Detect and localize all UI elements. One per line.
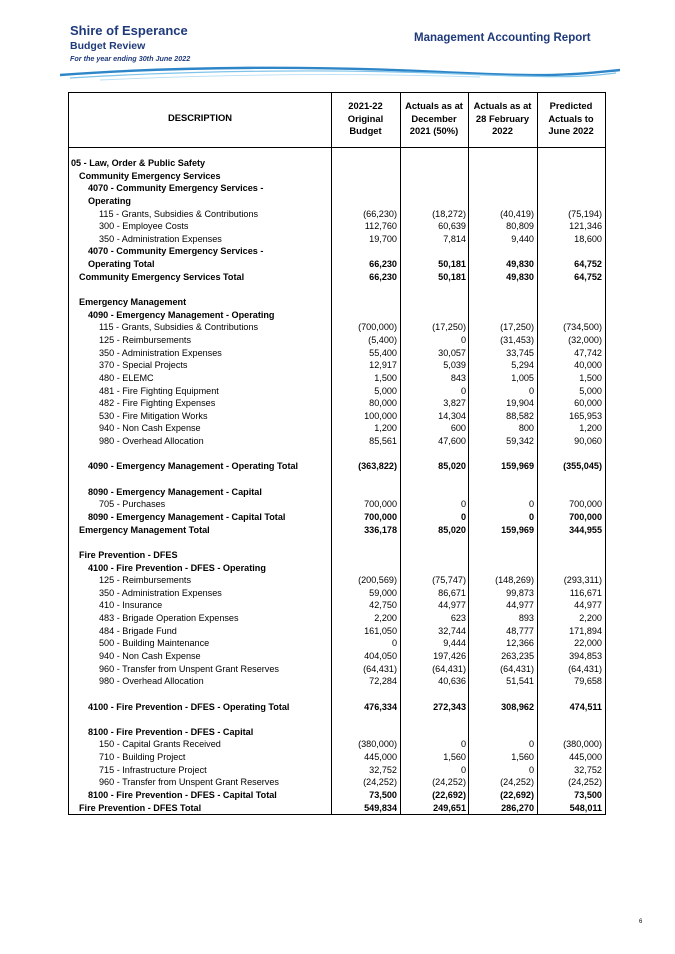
header-divider — [69, 147, 605, 148]
table-row — [69, 220, 605, 233]
table-row — [69, 245, 605, 258]
cell-actuals-december: (24,252) — [432, 777, 466, 788]
cell-actuals-february: 0 — [528, 764, 534, 775]
table-row — [69, 296, 605, 309]
table-row — [69, 233, 605, 246]
table-row — [69, 385, 605, 398]
cell-actuals-december: 5,039 — [443, 360, 466, 371]
row-description: 483 - Brigade Operation Expenses — [99, 613, 239, 624]
cell-actuals-february: (31,453) — [500, 334, 534, 345]
row-description: 05 - Law, Order & Public Safety — [71, 158, 206, 168]
cell-original-budget: 549,834 — [364, 802, 397, 813]
cell-actuals-december: 249,651 — [433, 802, 466, 813]
cell-predicted-actuals: 90,060 — [574, 436, 602, 447]
cell-actuals-december: (17,250) — [432, 322, 466, 333]
row-description: 4070 - Community Emergency Services - — [88, 246, 264, 257]
cell-actuals-december: 50,181 — [438, 259, 466, 270]
cell-actuals-february: 308,962 — [501, 701, 534, 712]
cell-predicted-actuals: 5,000 — [579, 385, 602, 396]
cell-predicted-actuals: 548,011 — [569, 802, 602, 813]
table-row — [69, 486, 605, 499]
cell-original-budget: 72,284 — [369, 676, 397, 687]
column-header-actuals-december: Actuals as at December 2021 (50%) — [405, 100, 463, 136]
cell-actuals-february: 159,969 — [501, 524, 534, 535]
cell-actuals-february: 44,977 — [506, 600, 534, 611]
cell-actuals-february: 88,582 — [506, 410, 534, 421]
table-row — [69, 738, 605, 751]
cell-actuals-december: 50,181 — [438, 271, 466, 282]
table-row — [69, 397, 605, 410]
row-description: 960 - Transfer from Unspent Grant Reserves — [99, 663, 279, 674]
table-row — [69, 195, 605, 208]
cell-actuals-february: (40,419) — [500, 208, 534, 219]
cell-actuals-february: 33,745 — [506, 347, 534, 358]
cell-actuals-december: (22,692) — [432, 790, 466, 801]
cell-actuals-february: 800 — [518, 423, 534, 434]
table-row — [69, 587, 605, 600]
cell-original-budget: 66,230 — [369, 271, 397, 282]
column-header-actuals-february: Actuals as at 28 February 2022 — [473, 100, 532, 136]
cell-predicted-actuals: 64,752 — [574, 259, 602, 270]
row-description: 115 - Grants, Subsidies & Contributions — [99, 322, 259, 333]
cell-actuals-december: 60,639 — [438, 221, 466, 232]
cell-actuals-february: (24,252) — [500, 777, 534, 788]
cell-actuals-february: 99,873 — [506, 587, 534, 598]
cell-actuals-december: 0 — [460, 739, 466, 750]
cell-original-budget: 404,050 — [364, 650, 397, 661]
cell-actuals-february: 0 — [528, 499, 534, 510]
cell-actuals-december: (75,747) — [432, 575, 466, 586]
row-description: 500 - Building Maintenance — [99, 638, 210, 649]
table-row — [69, 157, 605, 170]
cell-actuals-february: 48,777 — [506, 625, 534, 636]
row-description: 8090 - Emergency Management - Capital Total — [88, 511, 286, 522]
cell-actuals-december: 0 — [460, 764, 466, 775]
table-row — [69, 524, 605, 537]
cell-actuals-december: 3,827 — [443, 398, 466, 409]
table-row — [69, 675, 605, 688]
cell-predicted-actuals: 1,500 — [579, 372, 602, 383]
column-header-original-budget: 2021-22 Original Budget — [347, 100, 384, 136]
table-row — [69, 599, 605, 612]
cell-original-budget: 80,000 — [369, 398, 397, 409]
row-description: 150 - Capital Grants Received — [99, 739, 221, 750]
cell-predicted-actuals: 700,000 — [569, 511, 602, 522]
cell-predicted-actuals: 60,000 — [574, 398, 602, 409]
header-wave-decoration — [60, 64, 620, 82]
cell-original-budget: 112,760 — [364, 221, 397, 232]
page-number: 6 — [639, 919, 643, 925]
cell-original-budget: 85,561 — [369, 436, 397, 447]
row-description: Fire Prevention - DFES — [79, 549, 178, 560]
row-description: 960 - Transfer from Unspent Grant Reserves — [99, 777, 279, 788]
cell-original-budget: 42,750 — [369, 600, 397, 611]
row-description: 350 - Administration Expenses — [99, 587, 222, 598]
table-row — [69, 473, 605, 486]
cell-actuals-december: 85,020 — [438, 524, 466, 535]
row-description: 4090 - Emergency Management - Operating Total — [88, 461, 299, 472]
cell-actuals-february: 1,005 — [511, 372, 534, 383]
cell-predicted-actuals: 22,000 — [574, 638, 602, 649]
cell-actuals-february: 51,541 — [506, 676, 534, 687]
row-description: 940 - Non Cash Expense — [99, 650, 201, 661]
cell-predicted-actuals: 64,752 — [574, 271, 602, 282]
cell-predicted-actuals: 445,000 — [569, 752, 602, 763]
report-period: For the year ending 30th June 2022 — [70, 54, 191, 63]
row-description: 4100 - Fire Prevention - DFES - Operating Total — [88, 701, 290, 712]
cell-original-budget: (5,400) — [368, 334, 397, 345]
cell-actuals-february: 80,809 — [506, 221, 534, 232]
cell-actuals-december: 85,020 — [438, 461, 466, 472]
cell-predicted-actuals: 394,853 — [569, 650, 602, 661]
cell-actuals-december: (18,272) — [432, 208, 466, 219]
table-row — [69, 498, 605, 511]
table-row — [69, 562, 605, 575]
table-row — [69, 511, 605, 524]
cell-predicted-actuals: (32,000) — [568, 334, 602, 345]
cell-predicted-actuals: 700,000 — [569, 499, 602, 510]
cell-actuals-february: 159,969 — [501, 461, 534, 472]
cell-actuals-february: 893 — [518, 613, 534, 624]
cell-actuals-february: 59,342 — [506, 436, 534, 447]
cell-actuals-february: 0 — [528, 511, 534, 522]
table-row — [69, 410, 605, 423]
row-description: 4090 - Emergency Management - Operating — [88, 309, 275, 320]
cell-original-budget: 700,000 — [364, 499, 397, 510]
cell-original-budget: 59,000 — [369, 587, 397, 598]
table-row — [69, 258, 605, 271]
cell-actuals-february: 49,830 — [506, 271, 534, 282]
cell-original-budget: (700,000) — [358, 322, 397, 333]
cell-predicted-actuals: 171,894 — [569, 625, 602, 636]
table-row — [69, 650, 605, 663]
cell-actuals-december: 14,304 — [438, 410, 466, 421]
table-row — [69, 309, 605, 322]
table-row — [69, 347, 605, 360]
cell-original-budget: 73,500 — [369, 790, 397, 801]
cell-predicted-actuals: 18,600 — [574, 233, 602, 244]
cell-predicted-actuals: 47,742 — [574, 347, 602, 358]
cell-actuals-december: 40,636 — [438, 676, 466, 687]
row-description: 530 - Fire Mitigation Works — [99, 410, 208, 421]
cell-original-budget: 5,000 — [374, 385, 397, 396]
organisation-name: Shire of Esperance — [70, 23, 188, 38]
report-header — [70, 23, 190, 64]
cell-actuals-february: 49,830 — [506, 259, 534, 270]
cell-actuals-february: 0 — [528, 739, 534, 750]
cell-original-budget: 12,917 — [369, 360, 397, 371]
table-row — [69, 422, 605, 435]
table-row — [69, 321, 605, 334]
row-description: Operating — [88, 195, 131, 206]
row-description: 370 - Special Projects — [99, 360, 188, 371]
table-row — [69, 182, 605, 195]
cell-original-budget: 100,000 — [364, 410, 397, 421]
cell-actuals-december: 600 — [450, 423, 466, 434]
table-row — [69, 208, 605, 221]
row-description: Operating Total — [88, 259, 155, 270]
cell-original-budget: 55,400 — [369, 347, 397, 358]
cell-original-budget: 2,200 — [374, 613, 397, 624]
cell-predicted-actuals: 79,658 — [574, 676, 602, 687]
table-row — [69, 688, 605, 701]
table-row — [69, 701, 605, 714]
row-description: 710 - Building Project — [99, 752, 186, 763]
row-description: Community Emergency Services — [79, 170, 221, 181]
cell-predicted-actuals: (75,194) — [568, 208, 602, 219]
cell-actuals-december: 0 — [460, 511, 466, 522]
row-description: 484 - Brigade Fund — [99, 625, 177, 636]
table-row — [69, 549, 605, 562]
cell-actuals-february: 5,294 — [511, 360, 534, 371]
cell-original-budget: 1,200 — [374, 423, 397, 434]
column-header-predicted-actuals: Predicted Actuals to June 2022 — [548, 100, 594, 136]
row-description: 4070 - Community Emergency Services - — [88, 183, 264, 194]
cell-predicted-actuals: 474,511 — [569, 701, 602, 712]
row-description: 705 - Purchases — [99, 499, 166, 510]
cell-original-budget: 336,178 — [364, 524, 397, 535]
cell-actuals-december: 197,426 — [433, 650, 466, 661]
row-description: 350 - Administration Expenses — [99, 233, 222, 244]
cell-actuals-december: 623 — [450, 613, 466, 624]
cell-actuals-february: 12,366 — [506, 638, 534, 649]
cell-predicted-actuals: 32,752 — [574, 764, 602, 775]
row-description: 300 - Employee Costs — [99, 221, 189, 232]
cell-actuals-december: 1,560 — [443, 752, 466, 763]
table-row — [69, 448, 605, 461]
cell-original-budget: 66,230 — [369, 259, 397, 270]
cell-predicted-actuals: (64,431) — [568, 663, 602, 674]
cell-original-budget: 1,500 — [374, 372, 397, 383]
cell-actuals-december: 7,814 — [443, 233, 466, 244]
cell-actuals-december: 0 — [460, 385, 466, 396]
table-row — [69, 637, 605, 650]
cell-original-budget: 476,334 — [364, 701, 397, 712]
row-description: 8090 - Emergency Management - Capital — [88, 486, 262, 497]
row-description: Emergency Management — [79, 297, 187, 308]
cell-actuals-february: 263,235 — [501, 650, 534, 661]
cell-original-budget: 32,752 — [369, 764, 397, 775]
table-row — [69, 625, 605, 638]
cell-original-budget: 19,700 — [369, 233, 397, 244]
row-description: 940 - Non Cash Expense — [99, 423, 201, 434]
column-header-description: DESCRIPTION — [167, 112, 233, 123]
row-description: 980 - Overhead Allocation — [99, 676, 204, 687]
table-row — [69, 802, 605, 815]
cell-actuals-february: 1,560 — [511, 752, 534, 763]
row-description: 480 - ELEMC — [99, 372, 154, 383]
cell-original-budget: (363,822) — [358, 461, 397, 472]
table-row — [69, 334, 605, 347]
table-row — [69, 271, 605, 284]
table-row — [69, 764, 605, 777]
cell-actuals-february: 9,440 — [511, 233, 534, 244]
cell-predicted-actuals: (734,500) — [563, 322, 602, 333]
cell-predicted-actuals: (24,252) — [568, 777, 602, 788]
report-title: Management Accounting Report — [414, 32, 591, 44]
row-description: 8100 - Fire Prevention - DFES - Capital — [88, 726, 254, 737]
row-description: 410 - Insurance — [99, 600, 163, 611]
report-subtitle: Budget Review — [70, 40, 146, 52]
cell-actuals-december: 32,744 — [438, 625, 466, 636]
cell-actuals-february: 19,904 — [506, 398, 534, 409]
table-row — [69, 713, 605, 726]
budget-table — [68, 92, 606, 815]
row-description: 482 - Fire Fighting Expenses — [99, 398, 216, 409]
row-description: Community Emergency Services Total — [79, 271, 245, 282]
cell-actuals-february: (22,692) — [500, 790, 534, 801]
row-description: 125 - Reimbursements — [99, 334, 191, 345]
cell-original-budget: (380,000) — [358, 739, 397, 750]
cell-original-budget: (66,230) — [363, 208, 397, 219]
cell-actuals-december: 44,977 — [438, 600, 466, 611]
table-row — [69, 170, 605, 183]
row-description: 8100 - Fire Prevention - DFES - Capital Total — [88, 790, 277, 801]
row-description: 481 - Fire Fighting Equipment — [99, 385, 219, 396]
cell-original-budget: (64,431) — [363, 663, 397, 674]
row-description: Emergency Management Total — [79, 524, 210, 535]
cell-original-budget: 0 — [391, 638, 397, 649]
cell-actuals-december: 0 — [460, 499, 466, 510]
table-row — [69, 372, 605, 385]
row-description: 4100 - Fire Prevention - DFES - Operating — [88, 562, 266, 573]
cell-actuals-december: 9,444 — [443, 638, 466, 649]
cell-actuals-december: 47,600 — [438, 436, 466, 447]
cell-original-budget: (24,252) — [363, 777, 397, 788]
cell-actuals-december: 30,057 — [438, 347, 466, 358]
table-row — [69, 359, 605, 372]
cell-actuals-december: 272,343 — [433, 701, 466, 712]
cell-original-budget: (200,569) — [358, 575, 397, 586]
table-row — [69, 751, 605, 764]
cell-actuals-february: (64,431) — [500, 663, 534, 674]
table-row — [69, 283, 605, 296]
table-row — [69, 789, 605, 802]
row-description: 715 - Infrastructure Project — [99, 764, 207, 775]
row-description: 115 - Grants, Subsidies & Contributions — [99, 208, 259, 219]
cell-actuals-december: 0 — [460, 334, 466, 345]
cell-predicted-actuals: (355,045) — [563, 461, 602, 472]
cell-predicted-actuals: 40,000 — [574, 360, 602, 371]
cell-predicted-actuals: 44,977 — [574, 600, 602, 611]
row-description: 980 - Overhead Allocation — [99, 436, 204, 447]
table-row — [69, 574, 605, 587]
cell-actuals-december: 843 — [450, 372, 466, 383]
row-description: 350 - Administration Expenses — [99, 347, 222, 358]
row-description: 125 - Reimbursements — [99, 575, 191, 586]
table-row — [69, 435, 605, 448]
cell-actuals-february: 0 — [528, 385, 534, 396]
row-description: Fire Prevention - DFES Total — [79, 802, 202, 813]
table-row — [69, 663, 605, 676]
cell-original-budget: 161,050 — [364, 625, 397, 636]
cell-predicted-actuals: (380,000) — [563, 739, 602, 750]
cell-predicted-actuals: 165,953 — [569, 410, 602, 421]
cell-predicted-actuals: 116,671 — [569, 587, 602, 598]
cell-original-budget: 700,000 — [364, 511, 397, 522]
cell-predicted-actuals: 121,346 — [569, 221, 602, 232]
cell-actuals-december: 86,671 — [438, 587, 466, 598]
cell-actuals-december: (64,431) — [432, 663, 466, 674]
cell-original-budget: 445,000 — [364, 752, 397, 763]
cell-actuals-february: (148,269) — [495, 575, 534, 586]
table-row — [69, 536, 605, 549]
cell-actuals-february: 286,270 — [501, 802, 534, 813]
cell-predicted-actuals: 73,500 — [574, 790, 602, 801]
cell-predicted-actuals: 344,955 — [569, 524, 602, 535]
cell-predicted-actuals: 2,200 — [579, 613, 602, 624]
table-body — [69, 157, 605, 814]
table-row — [69, 726, 605, 739]
table-row — [69, 460, 605, 473]
cell-predicted-actuals: 1,200 — [579, 423, 602, 434]
table-row — [69, 776, 605, 789]
table-row — [69, 612, 605, 625]
cell-predicted-actuals: (293,311) — [563, 575, 602, 586]
cell-actuals-february: (17,250) — [500, 322, 534, 333]
